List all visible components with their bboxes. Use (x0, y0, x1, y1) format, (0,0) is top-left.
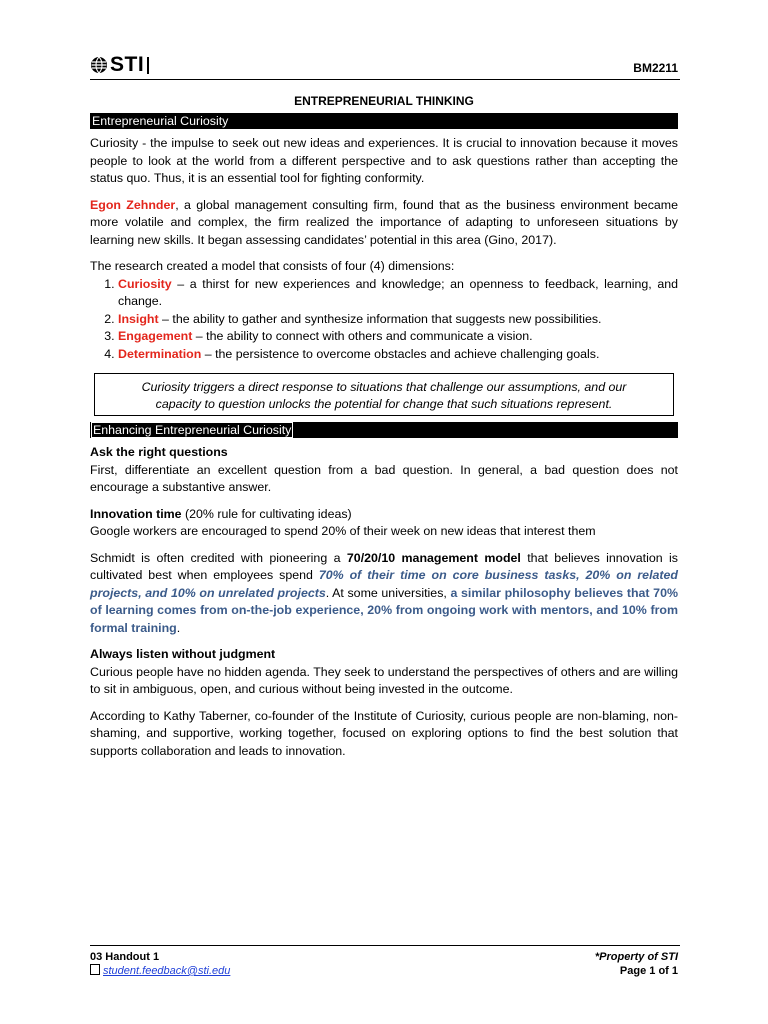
list-item (118, 311, 678, 329)
list-item (118, 276, 678, 311)
header-rule (90, 79, 680, 80)
footer-right (595, 950, 678, 978)
paragraph-egon-zehnder (90, 197, 678, 250)
subheading-innovation-time: Innovation time (90, 506, 182, 521)
egon-zehnder-text: , a global management consulting firm, found that as the business environment became more volatile and complex, the firm realized the importance of adapting to unforeseen situations by learning new skills. It began assessing candidates’ potential in this area (Gino, 2017). (90, 197, 678, 247)
list-item (118, 328, 678, 346)
feedback-email-link[interactable]: student.feedback@sti.edu (103, 965, 231, 977)
quote-box: Curiosity triggers a direct response to situations that challenge our assumptions, and our capacity to question unlocks the potential for change that such situations represent. (94, 373, 674, 416)
page-title: ENTREPRENEURIAL THINKING (294, 94, 474, 108)
paragraph-curiosity-definition: Curiosity - the impulse to seek out new ideas and experiences. It is crucial to innovation because it moves people to look at the world from a different perspective and to ask questions rather than accepting the status quo. Thus, it is an essential tool for fighting conformity. (90, 136, 678, 185)
footer-left (90, 950, 230, 978)
page-number: Page 1 of 1 (619, 965, 678, 977)
mail-icon (90, 964, 100, 975)
schmidt-highlight-time: 70% of their time on core business tasks, 20% on related projects, and 10% on unrelated projects (90, 568, 678, 600)
dimensions-list (90, 276, 678, 364)
schmidt-text-e: . At some universities, (325, 585, 451, 600)
schmidt-text-g: . (176, 620, 181, 635)
sti-logo (90, 52, 149, 78)
schmidt-text-a: Schmidt is often credited with pioneering a (90, 550, 347, 565)
document-body (90, 93, 678, 769)
logo-bar (147, 57, 149, 74)
section-heading-text: Entrepreneurial Curiosity (92, 114, 229, 128)
subheading-ask-questions: Ask the right questions (90, 445, 228, 459)
dimension-text: – the ability to connect with others and communicate a vision. (192, 329, 533, 343)
dimension-text: – a thirst for new experiences and knowledge; an openness to feedback, learning, and change. (118, 276, 678, 308)
listen-text: Curious people have no hidden agenda. They seek to understand the perspectives of others and are willing to sit in ambiguous, open, and curious without being invested in the outcome. (90, 664, 678, 696)
dimension-text: – the ability to gather and synthesize information that suggests new possibilities. (158, 311, 602, 326)
handout-label: 03 Handout 1 (90, 951, 160, 963)
paragraph-model-intro: The research created a model that consists of four (4) dimensions: (90, 259, 455, 273)
subheading-listen: Always listen without judgment (90, 647, 276, 661)
schmidt-model-name: 70/20/10 management model (346, 550, 521, 565)
dimension-term: Insight (118, 311, 159, 326)
schmidt-highlight-learning: a similar philosophy believes that 70% of learning comes from on-the-job experience, 20% from ongoing work with mentors, and 10% from formal training (90, 585, 678, 635)
dimension-term: Curiosity (118, 276, 172, 291)
innovation-time-subtitle: (20% rule for cultivating ideas) (181, 506, 352, 521)
footer-rule (90, 945, 680, 946)
schmidt-text-c: that believes innovation is cultivated best when employees spend (90, 550, 678, 582)
feedback-line (90, 964, 230, 978)
paragraph-ask-questions (90, 444, 678, 497)
ask-questions-text: First, differentiate an excellent question from a bad question. In general, a bad question does not encourage a substantive answer. (90, 462, 678, 494)
paragraph-listen (90, 646, 678, 699)
list-item (118, 346, 678, 364)
egon-zehnder-name: Egon Zehnder (90, 197, 176, 212)
property-label: *Property of STI (594, 951, 678, 963)
document-code: BM2211 (633, 61, 678, 75)
paragraph-schmidt (90, 550, 678, 638)
paragraph-kathy-taberner: According to Kathy Taberner, co-founder of the Institute of Curiosity, curious people are non-blaming, non-shaming, and supportive, working together, focused on exploring options to find the best solution that supports collaboration and leads to innovation. (90, 708, 678, 758)
dimension-text: – the persistence to overcome obstacles and achieve challenging goals. (201, 346, 600, 361)
section-heading-text: Enhancing Entrepreneurial Curiosity (93, 423, 292, 437)
globe-logo-icon (90, 56, 108, 74)
innovation-time-text: Google workers are encouraged to spend 20% of their week on new ideas that interest them (90, 524, 596, 538)
dimension-term: Determination (118, 346, 202, 361)
section-heading-curiosity (90, 113, 678, 129)
logo-text: STI (110, 53, 145, 76)
dimension-term: Engagement (118, 329, 193, 343)
paragraph-innovation-time (90, 506, 678, 541)
section-heading-enhancing (90, 422, 678, 438)
